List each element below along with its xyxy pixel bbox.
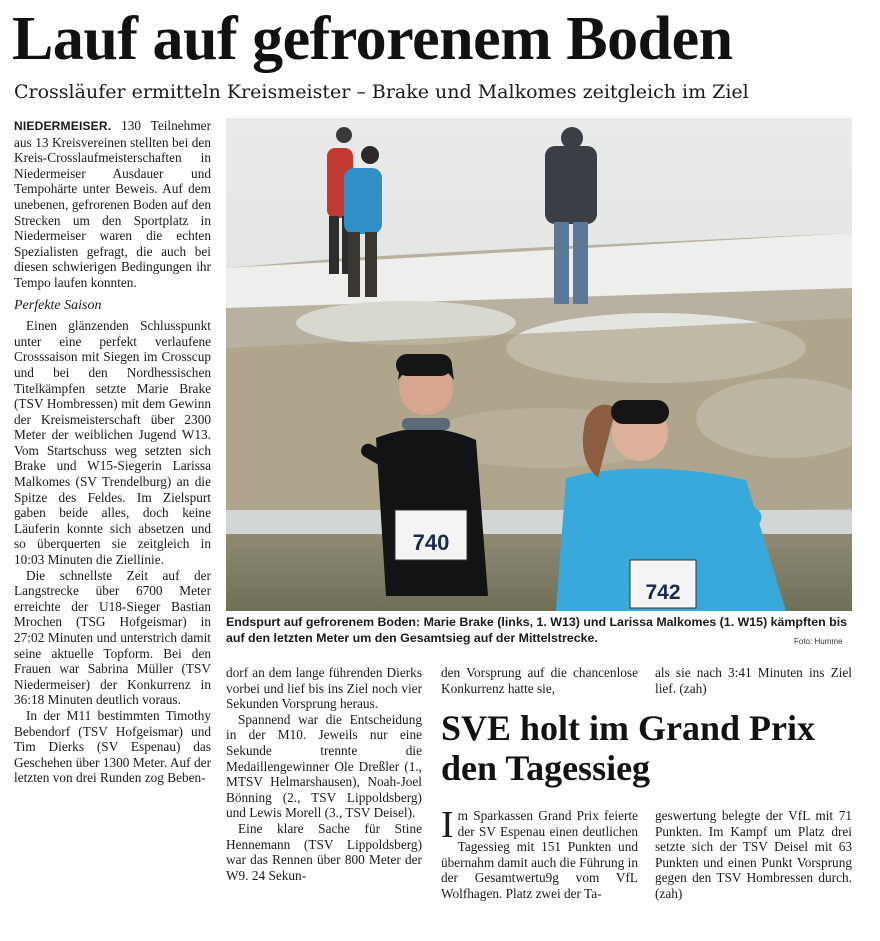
photo-credit: Foto: Humme	[794, 637, 843, 646]
paragraph: Spannend war die Entscheidung in der M10. Jeweils nur eine Sekunde trennte die Medaillengewinner Ole Dreßler (1., MTSV Helmarshausen), Noah-Joel Bönning (2., TSV Lippoldsberg) und Lewis Morell (3., TSV Deisel).	[226, 711, 422, 821]
paragraph: Eine klare Sache für Stine Hennemann (TSV Lippoldsberg) war das Rennen über 800 Meter der W9. 24 Sekun-	[226, 820, 422, 883]
section-subtitle: Perfekte Saison	[14, 297, 102, 313]
paragraph: geswertung belegte der VfL mit 71 Punkten. Im Kampf um Platz drei setzte sich der TSV Deisel mit 63 Punkten und einen Punkt Vorsprung gegen den TSV Hombressen durch. (zah)	[655, 808, 852, 901]
photo-illustration	[226, 118, 852, 611]
article-2-headline: SVE holt im Grand Prix den Tagessieg	[441, 708, 816, 788]
paragraph: den Vorsprung auf die chancenlose Konkurrenz hatte sie,	[441, 665, 638, 696]
photo-caption: Endspurt auf gefrorenem Boden: Marie Brake (links, 1. W13) und Larissa Malkomes (1. W15) kämpften bis auf den letzten Meter um den Gesamtsieg auf der Mittelstrecke.	[226, 615, 848, 645]
subheadline: Crossläufer ermitteln Kreismeister – Brake und Malkomes zeitgleich im Ziel	[14, 81, 749, 103]
bib-number-left: 740	[412, 530, 450, 555]
article-column-1	[14, 118, 211, 786]
paragraph-text: m Sparkassen Grand Prix feierte der SV Espenau einen deutlichen Tagessieg mit 151 Punkten und übernahm damit auch die Führung in der Gesamtwertu9g vom VfL Wolfhagen. Platz zwei der Ta-	[441, 808, 638, 901]
paragraph: dorf an dem lange führenden Dierks vorbei und lief bis ins Ziel noch vier Sekunden Vorsprung heraus.	[226, 665, 422, 712]
intro-text: 130 Teilnehmer aus 13 Kreisvereinen stellten bei den Kreis-Crosslaufmeisterschaften in Niedermeiser Ausdauer und Tempohärte unter Beweis. Auf dem unebenen, gefrorenen Boden auf den Strecken um den Sportplatz in Niedermeiser waren die echten Spezialisten gefragt, die auch bei diesen schwierigen Bedingungen ihr Tempo laufen konnten.	[14, 118, 212, 290]
race-photo	[226, 118, 852, 611]
article-column-4	[655, 665, 852, 696]
bib-number-right: 742	[645, 581, 681, 604]
paragraph: In der M11 bestimmten Timothy Bebendorf (TSV Hofgeismar) und Tim Dierks (SV Espenau) das Geschehen über 1300 Meter. Auf der letzten von drei Runden zog Beben-	[14, 707, 211, 786]
dropcap: I	[441, 804, 454, 846]
dateline: NIEDERMEISER.	[14, 119, 112, 133]
article-column-3	[441, 665, 638, 696]
paragraph: Einen glänzenden Schlusspunkt unter eine perfekt verlaufene Crosssaison mit Siegen im Crosscup und bei den Nordhessischen Titelkämpfen setzte Marie Brake (TSV Hombressen) mit dem Gewinn der Kreismeisterschaft über 2300 Meter der weiblichen Jugend W13. Vom Startschuss weg setzten sich Brake und W15-Siegerin Larissa Malkomes (SV Trendelburg) an die Spitze des Feldes. Im Zielspurt gaben beide alles, doch keine Läuferin konnte sich absetzen und so überquerten sie zeitgleich in 10:03 Minuten die Ziellinie.	[14, 318, 211, 568]
headline: Lauf auf gefrorenem Boden	[12, 5, 733, 73]
article-column-2	[226, 665, 422, 883]
article-2-column-2	[655, 808, 852, 902]
paragraph	[441, 804, 638, 902]
paragraph: als sie nach 3:41 Minuten ins Ziel lief. (zah)	[655, 665, 852, 696]
intro-paragraph	[14, 118, 211, 291]
article-2-column-1	[441, 804, 638, 902]
paragraph: Die schnellste Zeit auf der Langstrecke über 6700 Meter erreichte der U18-Sieger Bastian Mrochen (TSG Hofgeismar) in 27:02 Minuten und unterstrich damit seine aktuelle Topform. Bei den Frauen war Sabrina Müller (TSV Niedermeiser) der Konkurrenz in 36:18 Minuten deutlich voraus.	[14, 567, 211, 708]
